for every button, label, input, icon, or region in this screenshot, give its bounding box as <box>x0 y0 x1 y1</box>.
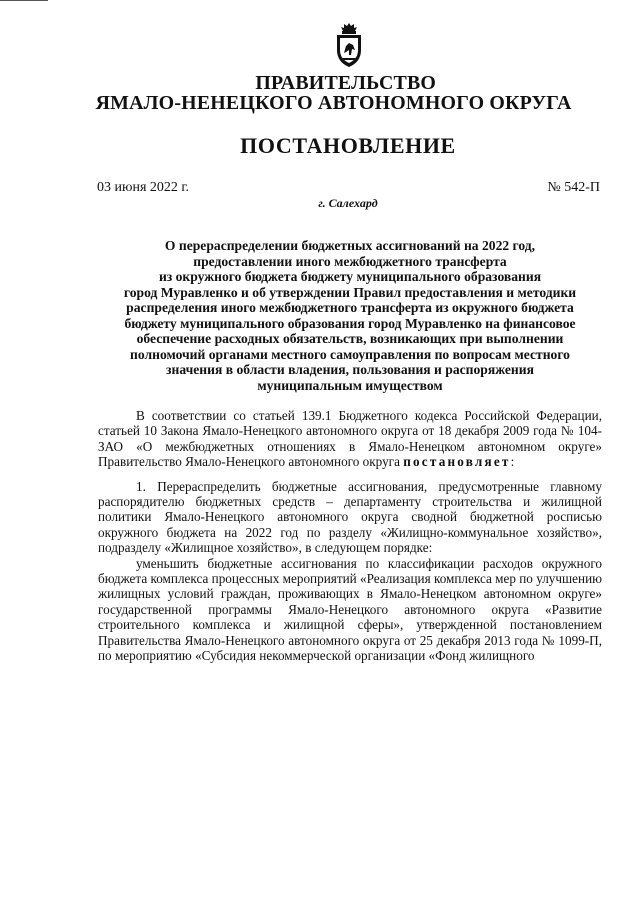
heading-line: бюджету муниципального образования город Муравленко на финансовое <box>124 315 576 331</box>
intro-action-word: постановляет <box>403 454 511 470</box>
heading-line: предоставлении иного межбюджетного трансферта <box>193 253 507 269</box>
heading-line: О перераспределении бюджетных ассигнований на 2022 год, <box>164 238 536 253</box>
heading-line: значения в области владения, пользования и распоряжения <box>166 362 534 377</box>
heading-line: из окружного бюджета бюджету муниципального образования <box>158 269 542 284</box>
decree-heading <box>100 238 600 393</box>
heading-line: муниципальным имуществом <box>257 377 443 393</box>
decree-type-title: ПОСТАНОВЛЕНИЕ <box>240 133 456 158</box>
item-1-subparagraph: уменьшить бюджетные ассигнования по классификации расходов окружного бюджета комплекса процессных мероприятий «Реализация комплекса мер по улучшению жилищных условий граждан, проживающих в Ямало-Ненецком автономном округе» государственной программы Ямало-Ненецкого автономного округа «Развитие строительного комплекса и жилищной сферы», утвержденной постановлением Правительства Ямало-Ненецкого автономного округа от 25 декабря 2013 года № 1099-П, по мероприятию «Субсидия некоммерческой организации «Фонд жилищного <box>98 555 602 664</box>
government-title-line1: ПРАВИТЕЛЬСТВО <box>255 72 437 94</box>
item-1-paragraph: 1. Перераспределить бюджетные ассигнования, предусмотренные главному распорядителю бюджетных средств – департаменту строительства и жилищной политики Ямало-Ненецкого автономного округа сводной бюджетной росписью окружного бюджета на 2022 год по разделу «Жилищно-коммунальное хозяйство», подразделу «Жилищное хозяйство», в следующем порядке: <box>98 478 602 556</box>
decree-city: г. Салехард <box>318 196 378 210</box>
intro-paragraph <box>98 408 602 470</box>
heading-line: полномочий органами местного самоуправления по вопросам местного <box>130 346 570 362</box>
heading-line: обеспечение расходных обязательств, возникающих при выполнении <box>136 331 564 346</box>
decree-number: № 542-П <box>547 180 600 195</box>
heading-line: город Муравленко и об утверждении Правил предоставления и методики <box>123 284 577 300</box>
scan-edge-mark <box>0 0 48 1</box>
coat-of-arms-icon <box>330 22 368 68</box>
intro-end: : <box>510 454 515 470</box>
decree-date: 03 июня 2022 г. <box>97 180 190 195</box>
government-title-line2: ЯМАЛО-НЕНЕЦКОГО АВТОНОМНОГО ОКРУГА <box>95 92 572 114</box>
intro-text: В соответствии со статьей 139.1 Бюджетного кодекса Российской Федерации, статьей 10 Закона Ямало-Ненецкого автономного округа от 18 декабря 2009 года № 104-ЗАО «О межбюджетных отношениях в Ямало-Ненецком автономном округе» Правительство Ямало-Ненецкого автономного округа <box>98 408 602 470</box>
decree-body <box>98 408 602 673</box>
heading-line: распределения иного межбюджетного трансферта из окружного бюджета <box>126 300 574 315</box>
